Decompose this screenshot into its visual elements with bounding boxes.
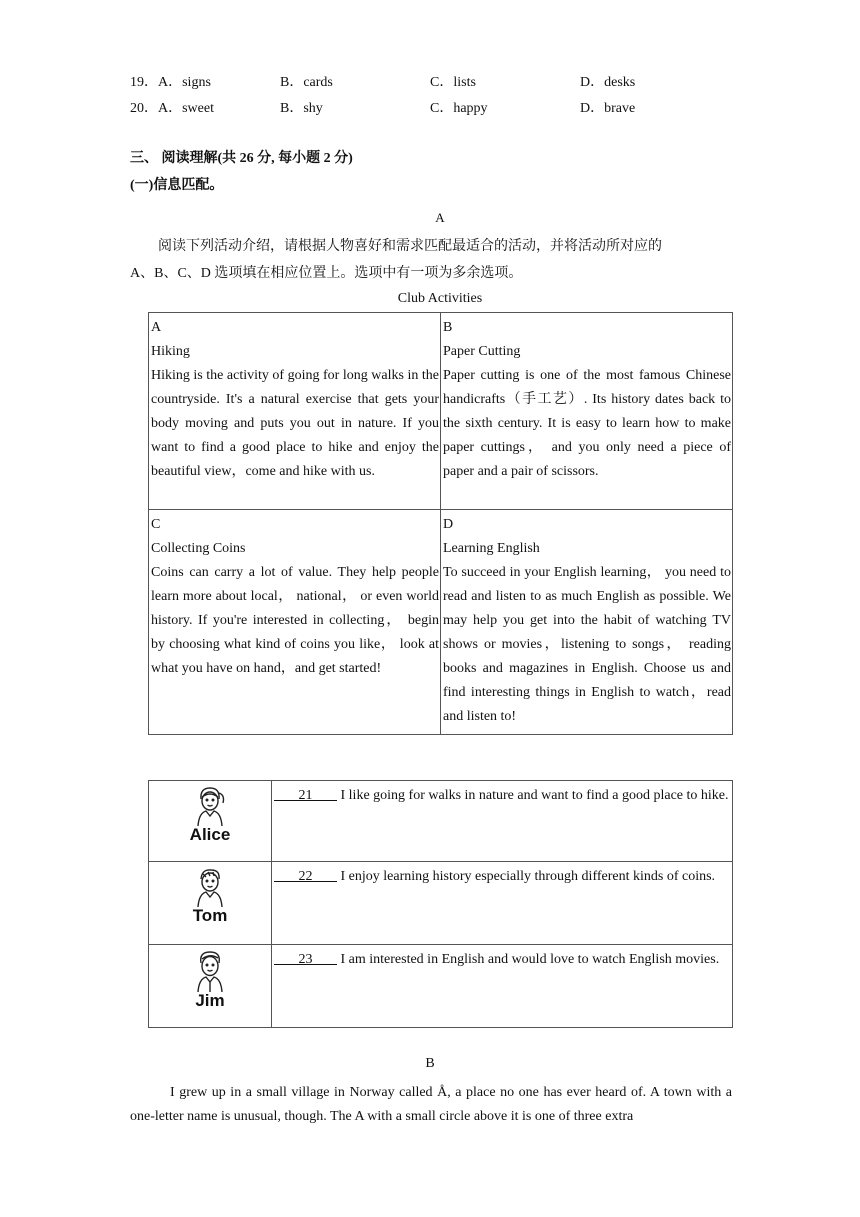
person-cell-jim: [149, 945, 272, 1028]
girl-avatar-icon: [190, 785, 230, 827]
activity-cell-d: [441, 510, 733, 735]
part-a-label: A: [435, 210, 445, 225]
activity-letter: B: [443, 320, 453, 335]
club-table-title: Club Activities: [397, 291, 483, 306]
activity-name: Collecting Coins: [151, 541, 246, 556]
activity-letter: D: [443, 517, 454, 532]
question-19-b: B．cards: [280, 75, 333, 90]
question-19-d: D．desks: [580, 75, 636, 90]
activity-description: Hiking is the activity of going for long walks in the countryside. It's a natural exercise that gets your body moving and puts you out in nature. If you want to find a good place to hike and enjoy the beautiful view，come and hike with us.: [151, 368, 439, 479]
part-b-label: B: [425, 1056, 435, 1071]
question-19-c: C．lists: [430, 75, 476, 90]
person-statement: 22 I enjoy learning history especially through different kinds of coins.: [272, 862, 733, 945]
question-20-a: 20．A．sweet: [130, 101, 214, 116]
activity-name: Learning English: [443, 541, 540, 556]
part-b-passage: I grew up in a small village in Norway called Å, a place no one has ever heard of. A town with a one-letter name is unusual, though. The A with a small circle above it is one of three extra: [130, 1085, 732, 1124]
table-row: [149, 313, 733, 510]
question-19-a: 19．A．signs: [130, 75, 211, 90]
part-a-instructions-2: A、B、C、D 选项填在相应位置上。选项中有一项为多余选项。: [130, 266, 523, 281]
table-row: [149, 862, 733, 945]
question-20-b: B．shy: [280, 101, 323, 116]
activity-cell-a: [149, 313, 441, 510]
activity-name: Paper Cutting: [443, 344, 521, 359]
question-20-c: C．happy: [430, 101, 488, 116]
subsection-heading: (一)信息匹配。: [130, 178, 224, 193]
people-matching-table: [148, 780, 733, 1028]
part-a-instructions-1: 阅读下列活动介绍，请根据人物喜好和需求匹配最适合的活动，并将活动所对应的: [158, 239, 662, 254]
question-19-options: [130, 73, 750, 93]
person-cell-alice: [149, 781, 272, 862]
question-20-d: D．brave: [580, 101, 636, 116]
section-heading: 三、 阅读理解(共 26 分, 每小题 2 分): [130, 151, 353, 166]
person-statement: 21 I like going for walks in nature and want to find a good place to hike.: [272, 781, 733, 862]
table-row: [149, 945, 733, 1028]
table-row: [149, 781, 733, 862]
person-name: Jim: [195, 991, 225, 1010]
activity-letter: A: [151, 320, 162, 335]
table-row: [149, 510, 733, 735]
activity-cell-b: [441, 313, 733, 510]
activity-description: Paper cutting is one of the most famous Chinese handicrafts（手工艺）. Its history dates back to the sixth century. It is easy to learn how to make paper cuttings， and you only need a piece of paper and a pair of scissors.: [443, 368, 731, 479]
answer-blank-21[interactable]: 21: [298, 788, 313, 803]
person-name: Tom: [192, 906, 228, 925]
answer-blank-22[interactable]: 22: [298, 869, 313, 884]
boy-avatar-icon: [190, 866, 230, 908]
answer-blank-23[interactable]: 23: [298, 952, 313, 967]
activity-cell-c: [149, 510, 441, 735]
activity-description: Coins can carry a lot of value. They help people learn more about local， national， or even world history. If you're interested in collecting， begin by choosing what kind of coins you like， look at what you have on hand，and get started!: [151, 565, 439, 676]
club-activities-table: [148, 312, 733, 735]
boy-avatar-icon: [190, 949, 230, 993]
question-20-options: [130, 99, 750, 119]
person-cell-tom: [149, 862, 272, 945]
activity-description: To succeed in your English learning， you need to read and listen to as much English as possible. We may help you get into the habit of watching TV shows or movies，listening to songs， reading books and magazines in English. Choose us and find interesting things in English to watch，read and listen to!: [443, 565, 731, 724]
activity-name: Hiking: [151, 344, 190, 359]
person-name: Alice: [189, 825, 231, 844]
activity-letter: C: [151, 517, 161, 532]
person-statement: 23 I am interested in English and would love to watch English movies.: [272, 945, 733, 1028]
